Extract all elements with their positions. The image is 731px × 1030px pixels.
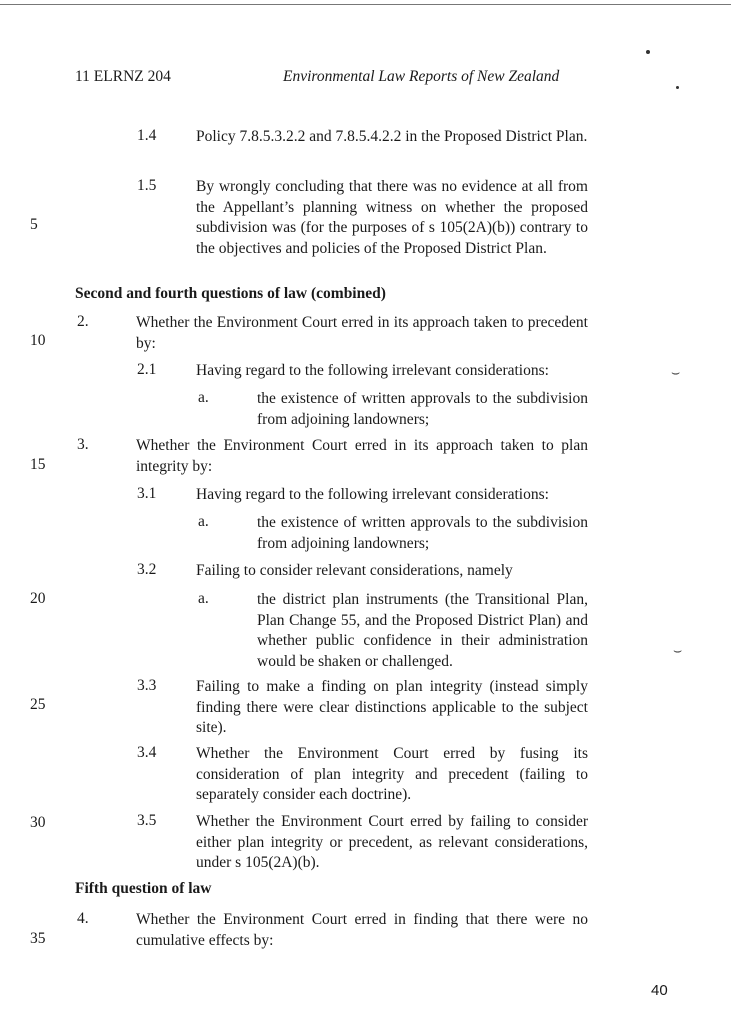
item-number-3: 3.: [77, 436, 89, 453]
scan-mark: ⌣: [673, 643, 683, 659]
item-letter-3-2-a: a.: [198, 590, 209, 607]
item-text-3-2-a: the district plan instruments (the Transitional Plan, Plan Change 55, and the Proposed District Plan) and whether public confidence in their administration would be shaken or challenged.: [257, 591, 588, 670]
item-number-3-3: 3.3: [137, 677, 157, 694]
item-text-2-1: Having regard to the following irrelevant considerations:: [196, 362, 549, 379]
line-number-25: 25: [30, 696, 46, 713]
section-heading-second-fourth: Second and fourth questions of law (combined): [75, 285, 386, 302]
section-heading-fifth: Fifth question of law: [75, 880, 212, 897]
item-text-1-5: By wrongly concluding that there was no evidence at all from the Appellant’s planning witness on whether the proposed subdivision was (for the purposes of s 105(2A)(b)) contrary to the objectives and policies of the Proposed District Plan.: [196, 178, 588, 257]
scan-mark: ⌣: [671, 365, 681, 381]
item-number-3-5: 3.5: [137, 812, 157, 829]
scan-speck: [676, 86, 679, 89]
top-rule: [0, 4, 731, 5]
item-text-3-5: Whether the Environment Court erred by failing to consider either plan integrity or precedent, as relevant considerations, under s 105(2A)(b).: [196, 813, 588, 871]
item-text-3: Whether the Environment Court erred in its approach taken to plan integrity by:: [136, 437, 588, 475]
header-citation: 11 ELRNZ 204: [75, 68, 171, 85]
item-number-3-2: 3.2: [137, 561, 157, 578]
line-number-5: 5: [30, 216, 38, 233]
item-text-3-1-a: the existence of written approvals to the subdivision from adjoining landowners;: [257, 514, 588, 552]
item-text-4: Whether the Environment Court erred in finding that there were no cumulative effects by:: [136, 911, 588, 949]
line-number-10: 10: [30, 332, 46, 349]
item-number-3-4: 3.4: [137, 744, 157, 761]
line-number-15: 15: [30, 456, 46, 473]
item-number-2: 2.: [77, 313, 89, 330]
item-number-2-1: 2.1: [137, 361, 157, 378]
item-text-1-4: Policy 7.8.5.3.2.2 and 7.8.5.4.2.2 in the Proposed District Plan.: [196, 128, 588, 145]
item-number-1-5: 1.5: [137, 177, 157, 194]
item-number-1-4: 1.4: [137, 127, 157, 144]
item-number-4: 4.: [77, 910, 89, 927]
scan-speck: [646, 50, 650, 54]
item-text-3-1: Having regard to the following irrelevant considerations:: [196, 486, 549, 503]
item-text-2-1-a: the existence of written approvals to the subdivision from adjoining landowners;: [257, 390, 588, 428]
page-number: 40: [651, 982, 668, 999]
line-number-35: 35: [30, 930, 46, 947]
item-text-3-2: Failing to consider relevant considerations, namely: [196, 562, 513, 579]
header-journal-title: Environmental Law Reports of New Zealand: [283, 68, 560, 85]
line-number-30: 30: [30, 814, 46, 831]
item-text-3-3: Failing to make a finding on plan integrity (instead simply finding there were clear distinctions applicable to the subject site).: [196, 678, 588, 736]
line-number-20: 20: [30, 590, 46, 607]
item-number-3-1: 3.1: [137, 485, 157, 502]
item-letter-3-1-a: a.: [198, 513, 209, 530]
item-letter-2-1-a: a.: [198, 389, 209, 406]
item-text-2: Whether the Environment Court erred in its approach taken to precedent by:: [136, 314, 588, 352]
item-text-3-4: Whether the Environment Court erred by fusing its consideration of plan integrity and precedent (failing to separately consider each doctrine).: [196, 745, 588, 803]
